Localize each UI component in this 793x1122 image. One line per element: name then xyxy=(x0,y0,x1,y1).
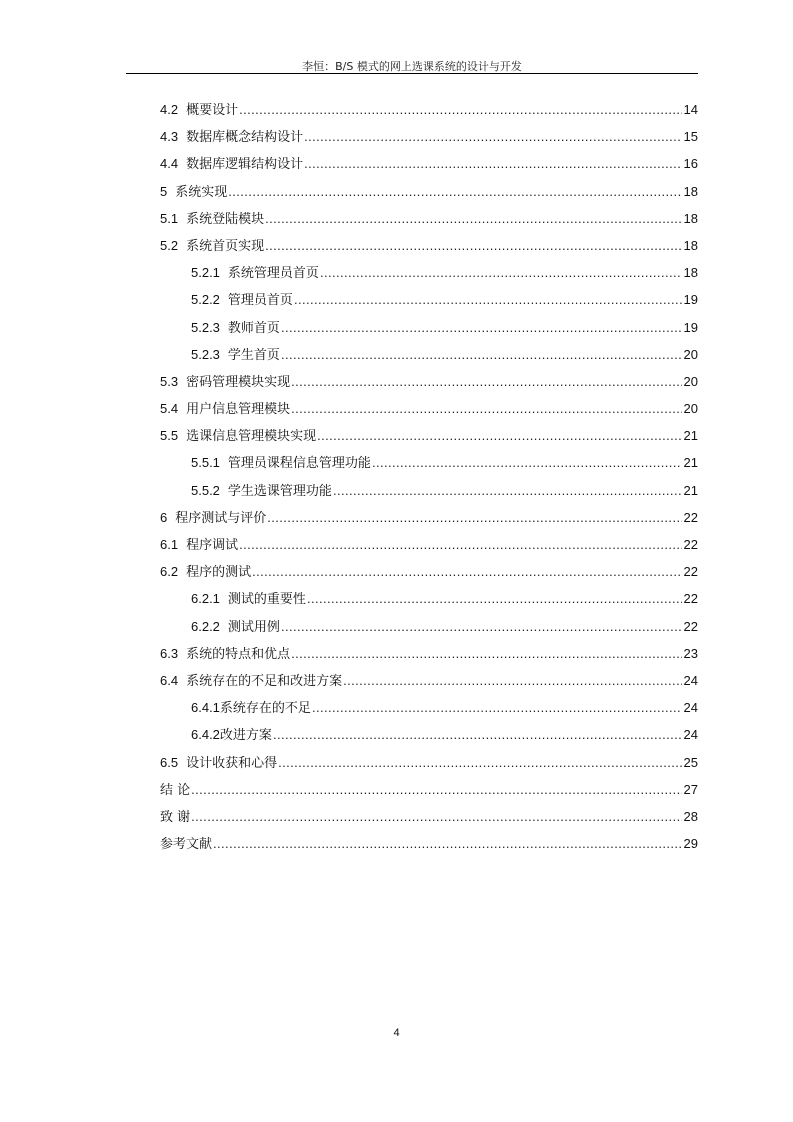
toc-entry-page: 20 xyxy=(683,401,698,417)
toc-entry[interactable] xyxy=(160,395,698,422)
toc-leader-dots xyxy=(291,368,681,395)
toc-entry-number: 4.3 xyxy=(160,129,179,145)
toc-entry-page: 29 xyxy=(683,836,698,852)
toc-entry-page: 28 xyxy=(683,808,698,824)
toc-leader-dots xyxy=(278,749,681,776)
toc-entry-title: 结 论 xyxy=(160,782,191,798)
toc-entry-title: 设计收获和心得 xyxy=(186,755,278,771)
toc-entry-number: 6.3 xyxy=(160,645,179,661)
toc-entry-page: 23 xyxy=(683,645,698,661)
toc-entry-page: 19 xyxy=(683,319,698,335)
toc-leader-dots xyxy=(273,721,682,748)
toc-entry-number: 5.5.2 xyxy=(191,482,220,498)
toc-entry-page: 20 xyxy=(683,373,698,389)
toc-leader-dots xyxy=(191,803,681,830)
toc-entry-title: 系统实现 xyxy=(175,184,228,200)
toc-entry-title: 程序调试 xyxy=(186,538,239,553)
toc-entry-page: 18 xyxy=(683,265,698,281)
toc-leader-dots xyxy=(239,531,681,558)
toc-entry[interactable] xyxy=(160,640,698,667)
running-header: 李恒：B/S 模式的网上选课系统的设计与开发 xyxy=(302,60,522,73)
toc-entry[interactable] xyxy=(160,368,698,395)
toc-entry-page: 21 xyxy=(683,455,698,471)
toc-entry[interactable] xyxy=(160,232,698,259)
toc-entry-number: 6.2 xyxy=(160,564,179,580)
toc-entry-number: 5.5.1 xyxy=(191,455,220,471)
toc-entry-number: 6.4 xyxy=(160,672,179,688)
toc-entry-number: 6.1 xyxy=(160,537,179,552)
toc-entry-title: 系统首页实现 xyxy=(186,238,265,254)
toc-entry-page: 22 xyxy=(683,618,698,634)
toc-entry-title: 用户信息管理模块 xyxy=(186,402,291,418)
toc-entry-number: 5.4 xyxy=(160,401,179,417)
toc-entry[interactable] xyxy=(160,694,698,721)
toc-entry-number: 5.2.3 xyxy=(191,319,220,335)
toc-entry-page: 21 xyxy=(683,482,698,498)
toc-entry-number: 6 xyxy=(160,509,168,525)
toc-entry[interactable] xyxy=(160,150,698,177)
toc-leader-dots xyxy=(304,150,681,177)
toc-entry-page: 15 xyxy=(683,129,698,145)
toc-entry-page: 22 xyxy=(683,537,698,552)
toc-entry[interactable] xyxy=(160,286,698,313)
toc-entry-number: 6.5 xyxy=(160,754,179,770)
toc-entry[interactable] xyxy=(160,721,698,748)
toc-entry-page: 18 xyxy=(683,210,698,226)
toc-entry[interactable] xyxy=(160,776,698,803)
toc-entry[interactable] xyxy=(160,123,698,150)
toc-entry-page: 24 xyxy=(683,672,698,688)
toc-leader-dots xyxy=(294,286,682,313)
toc-entry[interactable] xyxy=(160,504,698,531)
toc-entry-title: 参考文献 xyxy=(160,837,213,853)
toc-entry-title: 学生首页 xyxy=(227,347,280,363)
toc-entry[interactable] xyxy=(160,613,698,640)
toc-entry[interactable] xyxy=(160,341,698,368)
toc-entry-number: 4.4 xyxy=(160,156,179,172)
toc-entry[interactable] xyxy=(160,803,698,830)
toc-entry-title: 管理员课程信息管理功能 xyxy=(227,456,371,472)
toc-leader-dots xyxy=(252,558,681,585)
toc-entry-number: 5 xyxy=(160,183,168,199)
toc-leader-dots xyxy=(307,585,682,612)
toc-entry-page: 20 xyxy=(683,346,698,362)
toc-leader-dots xyxy=(281,314,682,341)
toc-leader-dots xyxy=(291,395,681,422)
toc-entry-title: 系统存在的不足和改进方案 xyxy=(186,673,343,689)
toc-entry-page: 22 xyxy=(683,591,698,607)
toc-entry-page: 22 xyxy=(683,564,698,580)
toc-leader-dots xyxy=(333,477,682,504)
toc-entry-number: 6.2.2 xyxy=(191,618,220,634)
toc-entry[interactable] xyxy=(160,749,698,776)
toc-leader-dots xyxy=(281,613,682,640)
toc-entry-page: 16 xyxy=(683,156,698,172)
toc-entry-number: 5.2.2 xyxy=(191,292,220,308)
toc-entry-number: 5.3 xyxy=(160,373,179,389)
toc-entry[interactable] xyxy=(160,667,698,694)
toc-entry-title: 系统管理员首页 xyxy=(227,266,319,282)
toc-entry-number: 6.2.1 xyxy=(191,591,220,607)
toc-leader-dots xyxy=(213,830,682,857)
toc-entry-title: 测试用例 xyxy=(227,619,280,635)
toc-entry-number: 5.2 xyxy=(160,237,179,253)
table-of-contents xyxy=(160,96,698,857)
toc-entry-title: 改进方案 xyxy=(219,728,272,744)
toc-leader-dots xyxy=(312,694,682,721)
toc-leader-dots xyxy=(304,123,681,150)
toc-entry[interactable] xyxy=(160,558,698,585)
toc-leader-dots xyxy=(281,341,682,368)
toc-leader-dots xyxy=(191,776,681,803)
toc-entry[interactable] xyxy=(160,422,698,449)
toc-leader-dots xyxy=(265,205,681,232)
toc-entry-title: 概要设计 xyxy=(186,103,239,118)
toc-entry-title: 教师首页 xyxy=(227,320,280,336)
toc-entry-title: 系统登陆模块 xyxy=(186,211,265,227)
toc-leader-dots xyxy=(343,667,681,694)
toc-entry[interactable] xyxy=(160,477,698,504)
toc-entry-page: 18 xyxy=(683,237,698,253)
toc-entry-page: 22 xyxy=(683,509,698,525)
toc-entry[interactable] xyxy=(160,178,698,205)
toc-entry-title: 致 谢 xyxy=(160,809,191,825)
toc-entry[interactable] xyxy=(160,585,698,612)
toc-entry-title: 系统的特点和优点 xyxy=(186,646,291,662)
toc-leader-dots xyxy=(320,259,682,286)
toc-entry[interactable] xyxy=(160,449,698,476)
toc-leader-dots xyxy=(291,640,681,667)
toc-entry[interactable] xyxy=(160,205,698,232)
toc-entry-number: 4.2 xyxy=(160,102,179,117)
toc-entry-number: 5.5 xyxy=(160,428,179,444)
toc-leader-dots xyxy=(265,232,681,259)
toc-entry-title: 管理员首页 xyxy=(227,293,293,309)
toc-entry[interactable] xyxy=(160,830,698,857)
toc-entry-page: 19 xyxy=(683,292,698,308)
toc-entry-page: 21 xyxy=(683,428,698,444)
toc-entry-title: 程序的测试 xyxy=(186,565,252,581)
toc-entry-title: 数据库逻辑结构设计 xyxy=(186,157,304,173)
header-rule xyxy=(126,73,698,74)
toc-entry[interactable] xyxy=(160,96,698,123)
toc-leader-dots xyxy=(228,178,681,205)
toc-entry-page: 27 xyxy=(683,781,698,797)
toc-entry-title: 测试的重要性 xyxy=(227,592,306,608)
toc-entry-title: 学生选课管理功能 xyxy=(227,483,332,499)
toc-entry-number: 5.2.3 xyxy=(191,346,220,362)
toc-entry-page: 14 xyxy=(683,102,698,117)
toc-entry-number: 5.2.1 xyxy=(191,265,220,281)
toc-entry-title: 程序测试与评价 xyxy=(175,510,267,526)
toc-entry-number: 5.1 xyxy=(160,210,179,226)
toc-entry-page: 25 xyxy=(683,754,698,770)
page-number: 4 xyxy=(393,1027,400,1039)
toc-entry[interactable] xyxy=(160,531,698,558)
toc-entry-title: 系统存在的不足 xyxy=(219,701,311,717)
toc-entry-title: 选课信息管理模块实现 xyxy=(186,429,317,445)
toc-entry[interactable] xyxy=(160,314,698,341)
toc-entry-page: 18 xyxy=(683,183,698,199)
toc-entry-page: 24 xyxy=(683,700,698,716)
toc-entry-page: 24 xyxy=(683,727,698,743)
toc-entry-number: 6.4.1 xyxy=(191,700,220,716)
toc-leader-dots xyxy=(239,96,681,123)
toc-entry-title: 数据库概念结构设计 xyxy=(186,130,304,146)
toc-entry-title: 密码管理模块实现 xyxy=(186,374,291,390)
toc-entry[interactable] xyxy=(160,259,698,286)
toc-leader-dots xyxy=(267,504,681,531)
toc-leader-dots xyxy=(372,449,682,476)
toc-entry-number: 6.4.2 xyxy=(191,727,220,743)
toc-leader-dots xyxy=(317,422,681,449)
